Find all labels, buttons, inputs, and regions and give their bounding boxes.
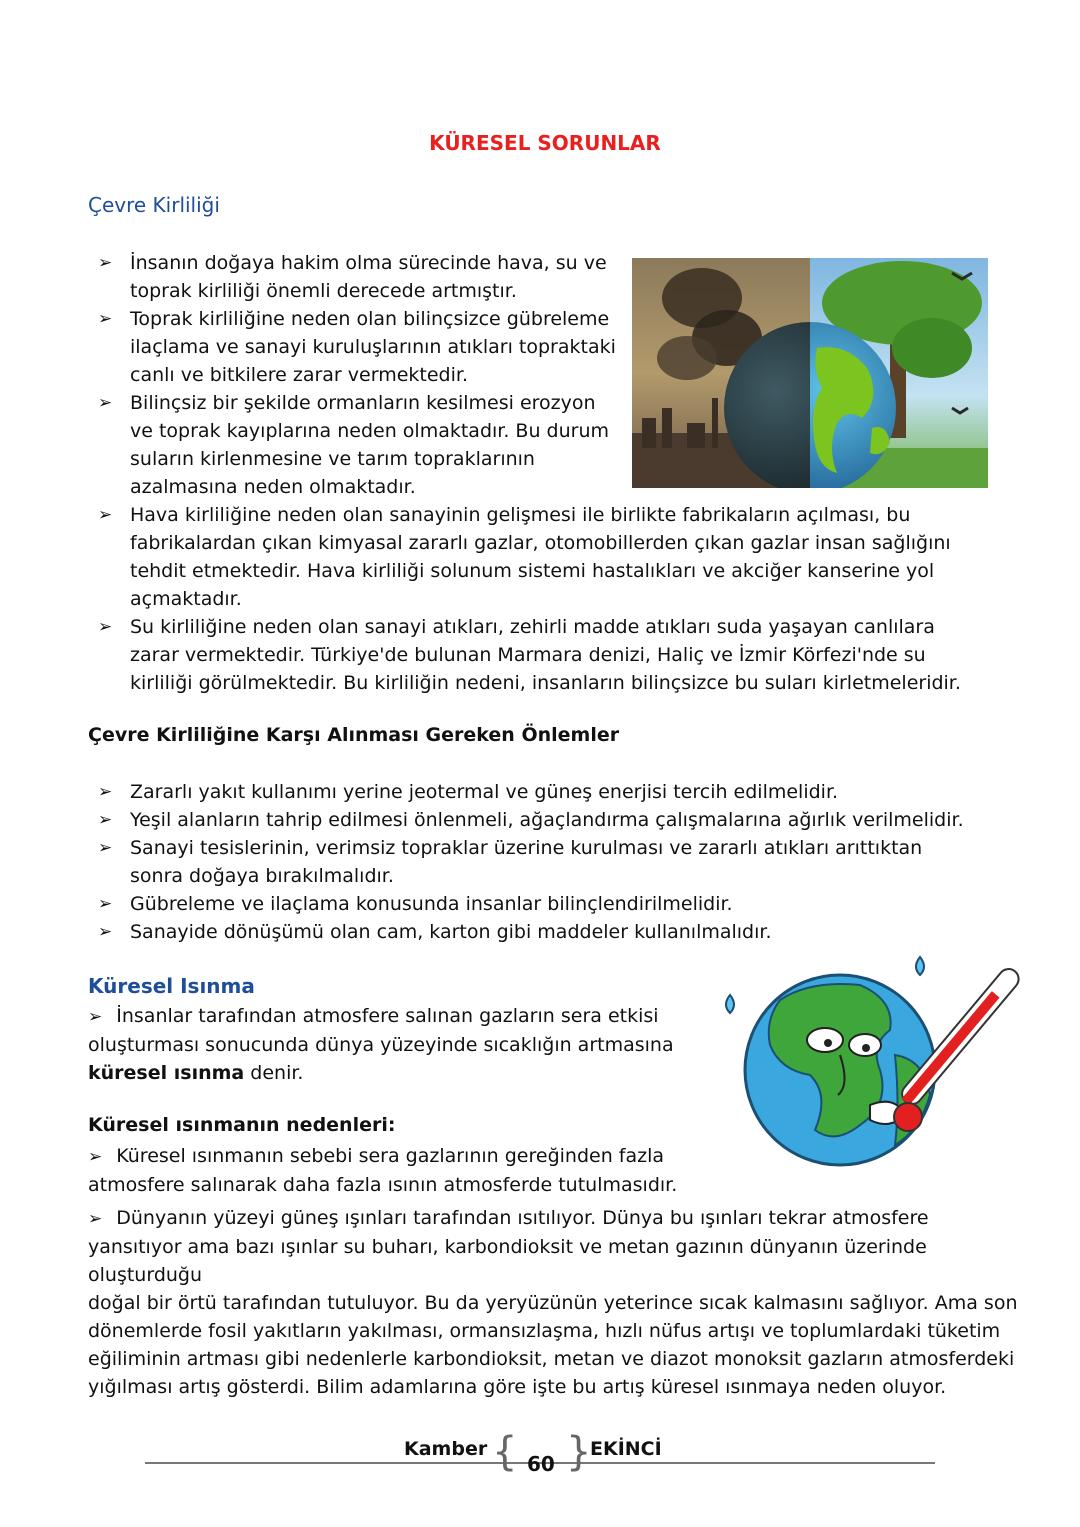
bullet-item: ➢ Yeşil alanların tahrip edilmesi önlenmeli, ağaçlandırma çalışmalarına ağırlık verilmelidir. [88,806,988,834]
section-heading-onlemler: Çevre Kirliliğine Karşı Alınması Gereken Önlemler [88,724,620,746]
causes-paragraph: ➢ Küresel ısınmanın sebebi sera gazlarının gereğinden fazla atmosfere salınarak daha fazla ısının atmosferde tutulmasıdır. [88,1145,678,1196]
sweating-earth-thermometer-image [720,945,1030,1175]
pollution-bullets-wide [88,501,988,697]
bullet-arrow-icon: ➢ [98,810,113,830]
bullet-item: ➢ Zararlı yakıt kullanımı yerine jeotermal ve güneş enerjisi tercih edilmelidir. [88,778,988,806]
bullet-arrow-icon: ➢ [88,1007,103,1027]
bullet-arrow-icon: ➢ [98,393,113,413]
bullet-item: ➢ Hava kirliliğine neden olan sanayinin gelişmesi ile birlikte fabrikaların açılması, bu fabrikalardan çıkan kimyasal zararlı gazlar, otomobillerden çıkan gazlar insan sağlığını tehdit etmektedir. Hava kirliliği solunum sistemi hastalıkları ve akciğer kanserine yol açmaktadır. [88,501,988,613]
global-warming-definition: ➢ İnsanlar tarafından atmosfere salınan gazların sera etkisi oluşturması sonucunda dünya yüzeyinde sıcaklığın artmasına küresel ısınma denir. [88,1005,674,1084]
bullet-item: ➢ Gübreleme ve ilaçlama konusunda insanlar bilinçlendirilmelidir. [88,890,988,918]
causes-heading: Küresel ısınmanın nedenleri: [88,1114,396,1136]
bullet-item: ➢ İnsanın doğaya hakim olma sürecinde hava, su ve toprak kirliliği önemli derecede artmıştır. [88,249,628,305]
precautions-bullets [88,778,988,946]
bullet-arrow-icon: ➢ [88,1147,103,1167]
page-title: KÜRESEL SORUNLAR [429,131,661,155]
bullet-arrow-icon: ➢ [98,894,113,914]
bullet-arrow-icon: ➢ [98,617,113,637]
bullet-arrow-icon: ➢ [88,1209,103,1229]
global-warming-explanation: ➢ Dünyanın yüzeyi güneş ışınları tarafından ısıtılıyor. Dünya bu ışınları tekrar atmosfere yansıtıyor ama bazı ışınlar su buharı, karbondioksit ve metan gazının dünyanın üzerinde oluşturduğu doğal bir örtü tarafından tutuluyor. Bu da yeryüzünün yeterince sıcak kalmasını sağlıyor. Ama son dönemlerde fosil yakıtların yakılması, ormansızlaşma, hızlı nüfus artışı ve toplumlardaki tüketim eğiliminin artması gibi nedenlerle karbondioksit, metan ve diazot monoksit gazların atmosferdeki yığılması artış gösterdi. Bilim adamlarına göre işte bu artış küresel ısınmaya neden oluyor. [88,1207,1018,1398]
page-number: 60 [527,1452,555,1476]
section-heading-kuresel-isinma: Küresel Isınma [88,974,255,998]
definition-term: küresel ısınma [88,1062,245,1084]
pollution-earth-image [632,258,988,488]
bullet-item: ➢ Sanayide dönüşümü olan cam, karton gibi maddeler kullanılmalıdır. [88,918,988,946]
bullet-arrow-icon: ➢ [98,838,113,858]
section-heading-cevre-kirliligi: Çevre Kirliliği [88,193,220,217]
bullet-item: ➢ Toprak kirliliğine neden olan bilinçsizce gübreleme ilaçlama ve sanayi kuruluşlarının atıkları topraktaki canlı ve bitkilere zarar vermektedir. [88,305,628,389]
bullet-arrow-icon: ➢ [98,782,113,802]
footer-author-last: EKİNCİ [590,1438,662,1460]
footer-left-brace: { [492,1429,518,1475]
bullet-arrow-icon: ➢ [98,309,113,329]
pollution-bullets-narrow [88,249,628,501]
footer-right-brace: } [566,1429,592,1475]
footer-author-first: Kamber [404,1438,488,1460]
bullet-arrow-icon: ➢ [98,505,113,525]
bullet-item: ➢ Sanayi tesislerinin, verimsiz topraklar üzerine kurulması ve zararlı atıkları arıttıktan sonra doğaya bırakılmalıdır. [88,834,988,890]
bullet-item: ➢ Bilinçsiz bir şekilde ormanların kesilmesi erozyon ve toprak kayıplarına neden olmaktadır. Bu durum suların kirlenmesine ve tarım topraklarının azalmasına neden olmaktadır. [88,389,628,501]
bullet-arrow-icon: ➢ [98,253,113,273]
bullet-item: ➢ Su kirliliğine neden olan sanayi atıkları, zehirli madde atıkları suda yaşayan canlılara zarar vermektedir. Türkiye'de bulunan Marmara denizi, Haliç ve İzmir Körfezi'nde su kirliliği görülmektedir. Bu kirliliğin nedeni, insanların bilinçsizce bu suları kirletmeleridir. [88,613,988,697]
bullet-arrow-icon: ➢ [98,922,113,942]
